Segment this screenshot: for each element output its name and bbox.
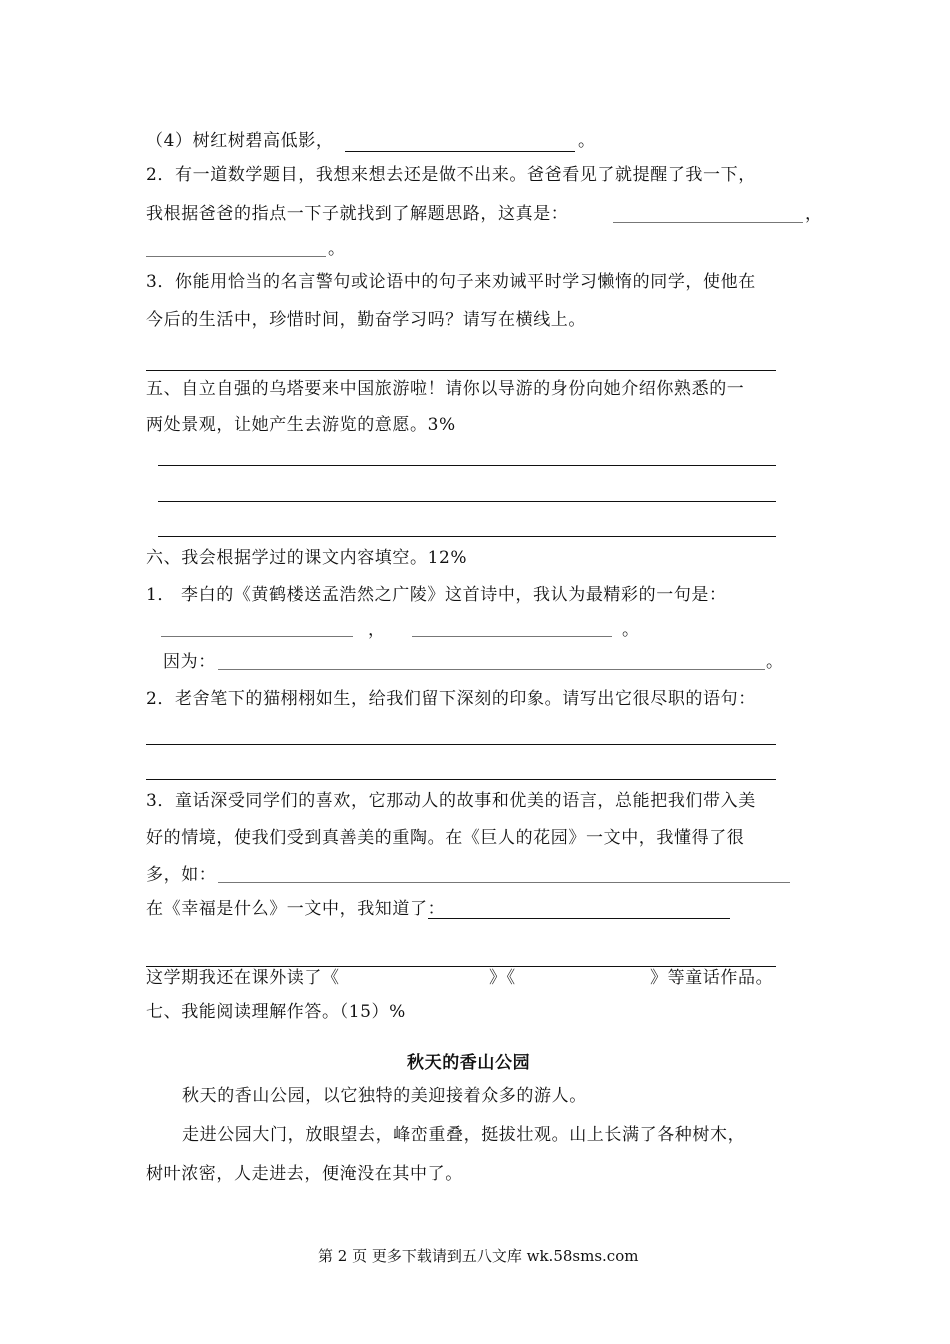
question-2-blank-1[interactable] — [613, 222, 803, 223]
section-6-q1-blank-2[interactable] — [412, 636, 612, 637]
section-6-heading: 六、我会根据学过的课文内容填空。12% — [146, 548, 468, 568]
section-6-q3-blank-2[interactable] — [428, 918, 730, 919]
item-4-end: 。 — [578, 131, 596, 151]
section-6-q1-prompt: 1． 李白的《黄鹤楼送孟浩然之广陵》这首诗中，我认为最精彩的一句是： — [146, 585, 727, 605]
section-6-q2-prompt: 2．老舍笔下的猫栩栩如生，给我们留下深刻的印象。请写出它很尽职的语句： — [146, 689, 756, 709]
section-6-q1-because: 因为： — [163, 652, 216, 672]
section-6-q3-blank-1[interactable] — [218, 882, 790, 883]
section-7-heading: 七、我能阅读理解作答。（15）% — [146, 1002, 406, 1022]
question-2-end: 。 — [328, 239, 346, 259]
section-6-q3-line-5c: 》等童话作品。 — [650, 968, 774, 988]
section-6-q3-line-4: 在《幸福是什么》一文中，我知道了： — [146, 899, 446, 919]
section-5-line-2: 两处景观，让她产生去游览的意愿。3% — [146, 415, 456, 435]
section-5-answer-line-3[interactable] — [158, 536, 776, 537]
question-3-answer-line[interactable] — [146, 370, 776, 371]
section-6-q1-end: 。 — [622, 620, 640, 640]
passage-paragraph-2-line-1: 走进公园大门，放眼望去，峰峦重叠，挺拔壮观。山上长满了各种树木， — [182, 1125, 746, 1145]
question-2-comma: ， — [805, 204, 823, 224]
section-6-q1-blank-1[interactable] — [161, 636, 353, 637]
question-3-line-2: 今后的生活中，珍惜时间，勤奋学习吗？请写在横线上。 — [146, 310, 586, 330]
passage-paragraph-1: 秋天的香山公园，以它独特的美迎接着众多的游人。 — [182, 1086, 587, 1106]
section-6-q3-line-2: 好的情境，使我们受到真善美的重陶。在《巨人的花园》一文中，我懂得了很 — [146, 828, 745, 848]
section-6-q2-answer-line-1[interactable] — [146, 744, 776, 745]
section-6-q1-because-end: 。 — [766, 652, 784, 672]
item-4-blank[interactable] — [345, 151, 575, 152]
section-6-q1-comma: ， — [368, 620, 386, 640]
question-2-blank-2[interactable] — [146, 256, 326, 257]
section-5-answer-line-2[interactable] — [158, 501, 776, 502]
section-6-q3-line-1: 3．童话深受同学们的喜欢，它那动人的故事和优美的语言，总能把我们带入美 — [146, 791, 756, 811]
question-2-line-1: 2．有一道数学题目，我想来想去还是做不出来。爸爸看见了就提醒了我一下， — [146, 165, 756, 185]
section-6-q3-line-5b: 》《 — [489, 968, 516, 988]
question-3-line-1: 3．你能用恰当的名言警句或论语中的句子来劝诫平时学习懒惰的同学，使他在 — [146, 272, 756, 292]
section-5-line-1: 五、自立自强的乌塔要来中国旅游啦！请你以导游的身份向她介绍你熟悉的一 — [146, 379, 745, 399]
section-6-q3-line-5a: 这学期我还在课外读了《 — [146, 968, 340, 988]
question-2-line-2: 我根据爸爸的指点一下子就找到了解题思路，这真是： — [146, 204, 569, 224]
passage-title: 秋天的香山公园 — [407, 1053, 531, 1073]
section-5-answer-line-1[interactable] — [158, 465, 776, 466]
section-6-q3-line-3: 多，如： — [146, 865, 217, 885]
passage-paragraph-2-line-2: 树叶浓密，人走进去，便淹没在其中了。 — [146, 1164, 463, 1184]
item-4-prompt: （4）树红树碧高低影， — [146, 131, 334, 151]
section-6-q2-answer-line-2[interactable] — [146, 779, 776, 780]
page-footer: 第 2 页 更多下载请到五八文库 wk.58sms.com — [318, 1247, 639, 1265]
section-6-q1-because-blank[interactable] — [218, 669, 765, 670]
